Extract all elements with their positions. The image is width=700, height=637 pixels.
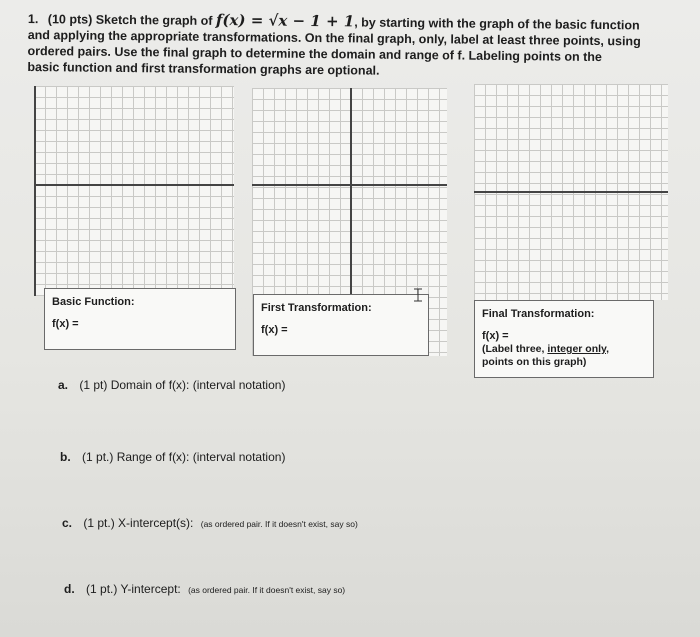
part-d-text: (1 pt.) Y-intercept: xyxy=(86,582,181,596)
function-expression: f(x) = √x − 1 + 1 xyxy=(215,10,355,31)
part-d-letter: d. xyxy=(64,582,75,596)
final-transformation-box xyxy=(474,300,654,378)
part-a xyxy=(58,378,285,393)
basic-function-graph[interactable] xyxy=(34,86,234,296)
question-number: 1. xyxy=(27,11,39,27)
final-transformation-title: Final Transformation: xyxy=(482,308,595,320)
basic-graph-y-axis xyxy=(34,86,36,296)
question-line-3: ordered pairs. Use the final graph to determine the domain and range of f. Labeling points on the xyxy=(27,43,602,65)
i-beam-cursor-icon xyxy=(412,288,424,302)
final-graph-x-axis xyxy=(474,191,668,193)
part-c-hint: (as ordered pair. If it doesn't exist, say so) xyxy=(200,519,358,529)
part-b-text: (1 pt.) Range of f(x): (interval notation) xyxy=(82,450,286,464)
part-a-letter: a. xyxy=(58,378,69,392)
part-c xyxy=(62,516,358,532)
basic-function-fx: f(x) = xyxy=(52,318,79,330)
part-b xyxy=(60,450,285,465)
final-transformation-graph[interactable] xyxy=(474,84,668,300)
final-transformation-fx: f(x) = xyxy=(482,330,509,342)
part-d-hint: (as ordered pair. If it doesn't exist, say so) xyxy=(188,585,346,595)
basic-graph-x-axis xyxy=(34,184,234,186)
basic-function-box xyxy=(44,288,236,350)
question-intro: Sketch the graph of xyxy=(95,12,213,28)
final-label-note xyxy=(482,343,646,356)
question-header xyxy=(27,10,668,82)
first-transformation-title: First Transformation: xyxy=(261,302,372,314)
part-c-letter: c. xyxy=(62,516,73,530)
part-d xyxy=(64,582,345,598)
final-note-prefix: (Label three, xyxy=(482,343,545,355)
first-transformation-fx: f(x) = xyxy=(261,324,288,336)
final-note-emphasis: integer only, xyxy=(547,343,610,355)
question-line1-tail: , by starting with the graph of the basic function xyxy=(354,15,640,33)
basic-function-title: Basic Function: xyxy=(52,296,135,308)
part-b-letter: b. xyxy=(60,450,71,464)
question-line-2: and applying the appropriate transformations. On the final graph, only, label at least three points, using xyxy=(27,27,641,49)
question-line-4: basic function and first transformation graphs are optional. xyxy=(27,59,380,78)
first-transformation-box xyxy=(253,294,429,356)
part-c-text: (1 pt.) X-intercept(s): xyxy=(83,516,194,530)
final-note-line-2: points on this graph) xyxy=(482,356,587,368)
part-a-text: (1 pt) Domain of f(x): (interval notation) xyxy=(79,378,286,392)
question-points: (10 pts) xyxy=(47,12,93,27)
